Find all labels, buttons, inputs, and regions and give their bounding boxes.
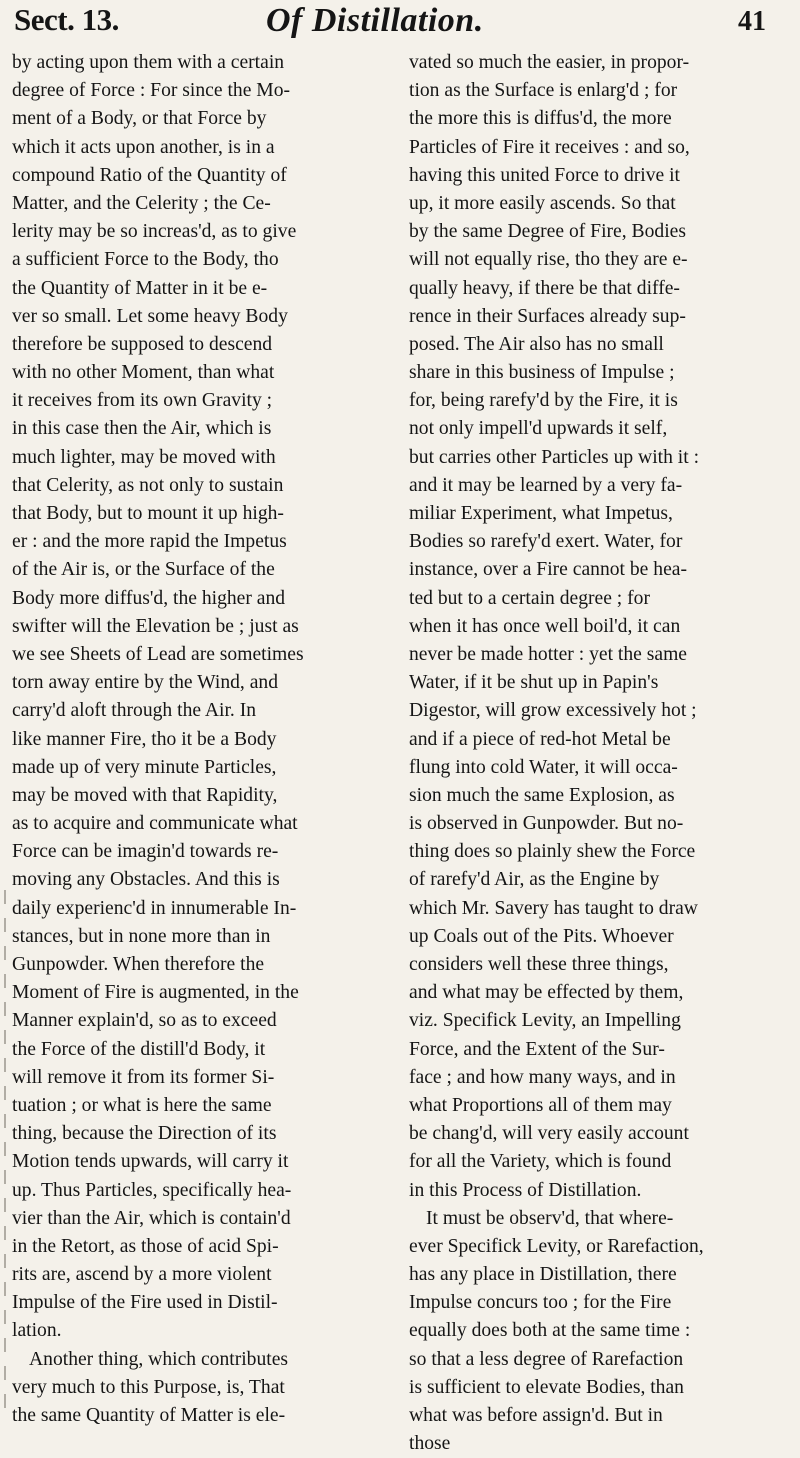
text-line: in the Retort, as those of acid Spi- [12,1235,279,1257]
text-line: moving any Obstacles. And this is [12,869,280,891]
text-line: ment of a Body, or that Force by [12,108,267,130]
text-line: up Coals out of the Pits. Whoever [409,925,674,947]
text-line: Particles of Fire it receives : and so, [409,136,690,158]
running-title: Of Distillation. [266,2,484,39]
text-line: vated so much the easier, in propor- [409,52,690,73]
text-line: ted but to a certain degree ; for [409,587,650,609]
text-line: miliar Experiment, what Impetus, [409,503,673,524]
text-line: as to acquire and communicate what [12,813,298,835]
text-line: lerity may be so increas'd, as to give [12,221,297,243]
text-line: up. Thus Particles, specifically hea- [12,1179,292,1201]
text-line: equally does both at the same time : [409,1320,691,1342]
text-line: by acting upon them with a certain [12,52,285,73]
text-line: er : and the more rapid the Impetus [12,531,287,553]
text-line: it receives from its own Gravity ; [12,390,273,412]
text-line: thing does so plainly shew the Force [409,841,696,863]
text-line: be chang'd, will very easily account [409,1123,689,1145]
text-line: like manner Fire, tho it be a Body [12,728,277,750]
text-line: with no other Moment, than what [12,362,275,384]
text-line: Moment of Fire is augmented, in the [12,982,299,1004]
text-line: in this case then the Air, which is [12,418,272,440]
text-line: for all the Variety, which is found [409,1151,672,1173]
text-line: we see Sheets of Lead are sometimes [12,643,304,665]
text-line: Another thing, which contributes [29,1348,289,1370]
text-line: will not equally rise, tho they are e- [409,249,688,271]
text-line: Motion tends upwards, will carry it [12,1151,289,1173]
text-line: Impulse concurs too ; for the Fire [409,1292,672,1314]
text-line: face ; and how many ways, and in [409,1066,676,1088]
section-number: Sect. 13. [14,2,119,37]
text-line: much lighter, may be moved with [12,446,276,468]
text-line: Digestor, will grow excessively hot ; [409,700,697,722]
text-line: considers well these three things, [409,954,669,975]
text-line: therefore be supposed to descend [12,333,273,355]
text-line: vier than the Air, which is contain'd [12,1207,291,1229]
text-line: up, it more easily ascends. So that [409,192,676,214]
text-line: of the Air is, or the Surface of the [12,559,275,581]
text-line: thing, because the Direction of its [12,1123,277,1145]
margin-line [4,890,6,1410]
text-line: Matter, and the Celerity ; the Ce- [12,192,271,214]
text-line: lation. [12,1320,62,1342]
text-line: and it may be learned by a very fa- [409,474,683,496]
text-line: carry'd aloft through the Air. In [12,700,257,722]
text-line: torn away entire by the Wind, and [12,672,279,694]
text-line: tuation ; or what is here the same [12,1094,272,1116]
text-line: sion much the same Explosion, as [409,784,675,806]
text-line: but carries other Particles up with it : [409,446,700,468]
text-line: not only impell'd upwards it self, [409,418,668,440]
running-header [0,0,800,46]
text-line: Bodies so rarefy'd exert. Water, for [409,531,683,553]
text-line: for, being rarefy'd by the Fire, it is [409,390,678,412]
text-line: may be moved with that Rapidity, [12,784,278,806]
text-line: having this united Force to drive it [409,164,681,186]
text-line: which Mr. Savery has taught to draw [409,897,698,919]
text-line: the same Quantity of Matter is ele- [12,1405,286,1426]
text-line: the Force of the distill'd Body, it [12,1038,266,1060]
page-number: 41 [738,6,766,37]
text-line: of rarefy'd Air, as the Engine by [409,869,660,891]
text-line: qually heavy, if there be that diffe- [409,277,680,299]
text-line: It must be observ'd, that where- [426,1207,674,1229]
text-line: Gunpowder. When therefore the [12,954,265,975]
text-line: degree of Force : For since the Mo- [12,80,291,102]
text-line: what Proportions all of them may [409,1094,672,1116]
text-line: tion as the Surface is enlarg'd ; for [409,80,678,102]
text-line: instance, over a Fire cannot be hea- [409,559,687,581]
text-line: rence in their Surfaces already sup- [409,305,686,327]
text-line: compound Ratio of the Quantity of [12,164,287,186]
text-line: Manner explain'd, so as to exceed [12,1010,277,1032]
text-line: share in this business of Impulse ; [409,362,675,384]
text-line: so that a less degree of Rarefaction [409,1348,684,1370]
text-line: by the same Degree of Fire, Bodies [409,221,686,243]
text-line: in this Process of Distillation. [409,1179,642,1201]
text-line: a sufficient Force to the Body, tho [12,249,279,271]
text-line: that Body, but to mount it up high- [12,503,284,524]
text-line: that Celerity, as not only to sustain [12,474,284,496]
text-line: will remove it from its former Si- [12,1066,275,1088]
left-column [12,49,390,1430]
text-line: the more this is diffus'd, the more [409,108,672,130]
text-line: made up of very minute Particles, [12,756,277,778]
text-line: viz. Specifick Levity, an Impelling [409,1010,681,1032]
text-line: posed. The Air also has no small [409,333,664,355]
text-line: Force can be imagin'd towards re- [12,841,279,863]
text-line: Force, and the Extent of the Sur- [409,1038,665,1060]
text-line: the Quantity of Matter in it be e- [12,277,268,299]
text-line: daily experienc'd in innumerable In- [12,897,297,919]
text-line: is sufficient to elevate Bodies, than [409,1376,684,1398]
text-line: flung into cold Water, it will occa- [409,756,678,778]
text-line: Water, if it be shut up in Papin's [409,672,659,694]
text-line: rits are, ascend by a more violent [12,1264,272,1286]
right-column [409,49,795,1458]
text-line: when it has once well boil'd, it can [409,615,681,637]
text-line: those [409,1433,451,1455]
text-line: swifter will the Elevation be ; just as [12,615,299,637]
text-line: Impulse of the Fire used in Distil- [12,1292,278,1314]
text-line: stances, but in none more than in [12,925,271,947]
text-line: Body more diffus'd, the higher and [12,587,286,609]
text-line: ever Specifick Levity, or Rarefaction, [409,1235,704,1257]
text-line: what was before assign'd. But in [409,1405,663,1426]
text-line: and what may be effected by them, [409,982,684,1004]
text-line: is observed in Gunpowder. But no- [409,813,684,835]
text-line: has any place in Distillation, there [409,1264,677,1286]
text-line: never be made hotter : yet the same [409,643,688,665]
text-line: ver so small. Let some heavy Body [12,305,288,327]
text-line: which it acts upon another, is in a [12,136,275,158]
text-line: and if a piece of red-hot Metal be [409,728,671,750]
text-line: very much to this Purpose, is, That [12,1376,285,1398]
